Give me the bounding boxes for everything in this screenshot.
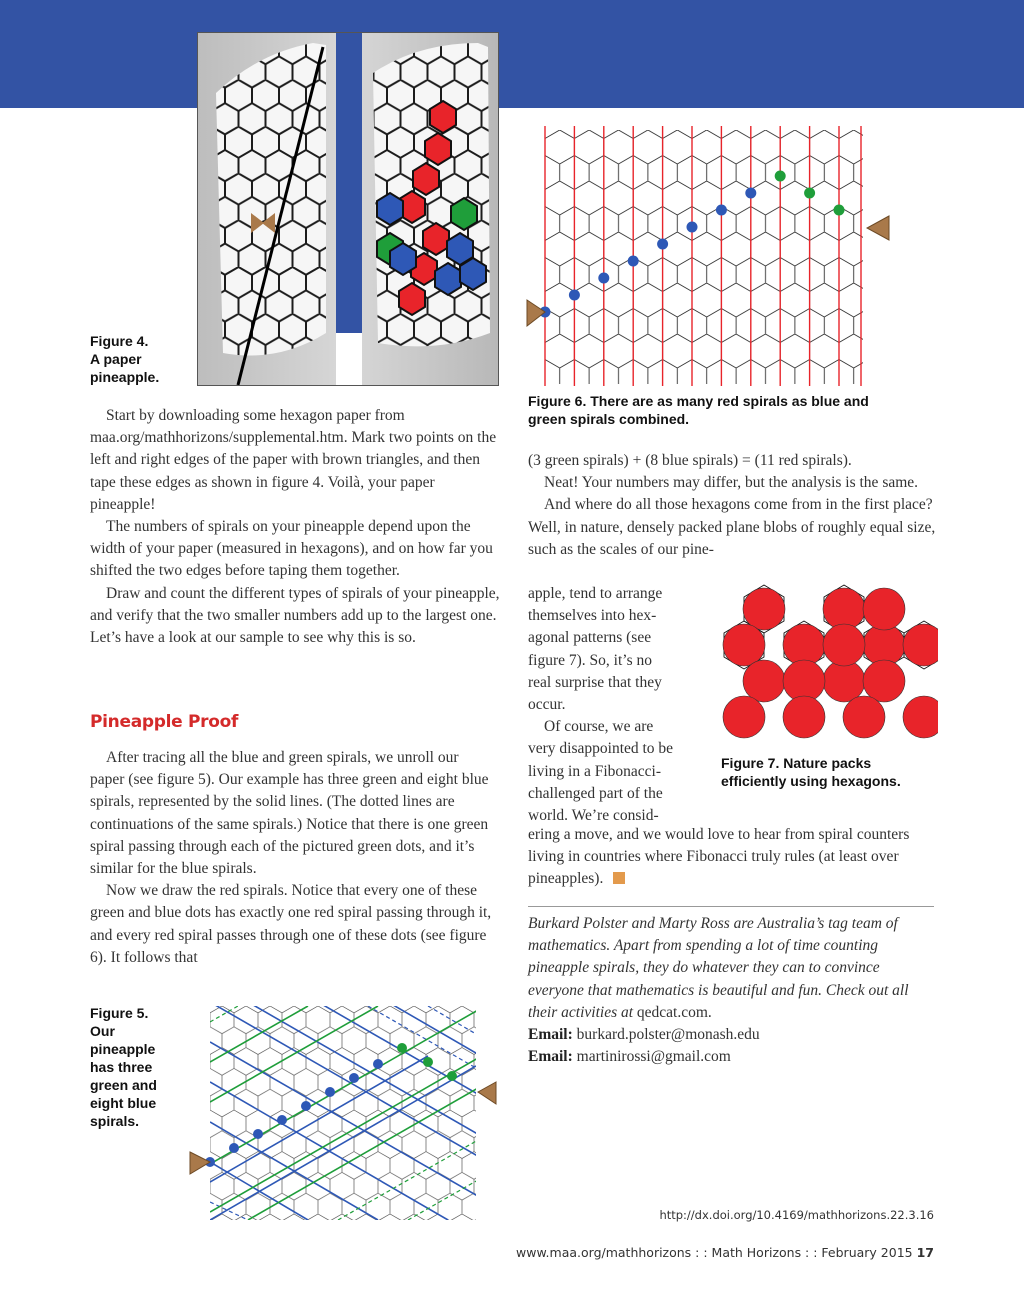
page-number: 17 [916,1245,934,1260]
right-column-top [528,450,938,561]
doi-link[interactable]: http://dx.doi.org/10.4169/mathhorizons.22.3.16 [659,1208,934,1222]
email-link-2[interactable]: martinirossi@gmail.com [576,1048,731,1066]
author-bio: Burkard Polster and Marty Ross are Australia’s tag team of mathematics. Apart from spending a lot of time counting pineapple spirals, they do whatever they can to convince everyone that mathematics is beautiful and fun. Check out all their activities at qedcat.com. Email: burkard.polster@monash.edu Email: martinirossi@gmail.com [528,915,909,1066]
paragraph: And where do all those hexagons come from in the first place? Well, in nature, densely packed plane blobs of roughly equal size, such as the scales of our pine- [528,496,936,558]
left-column-proof [90,747,494,969]
right-column-end [528,824,938,891]
end-mark-icon [613,872,625,884]
figure5-caption: Figure 5. Our pineapple has three green and eight blue spirals. [90,1005,157,1129]
paragraph: Now we draw the red spirals. Notice that every one of these green and blue dots has exactly one red spiral passing through it, and every red spiral passes through one of these dots (see figure 6). It follows that [90,882,492,966]
figure5-diagram [188,1002,498,1224]
figure6-caption: Figure 6. There are as many red spirals as blue and green spirals combined. [528,393,869,427]
right-column-wrap: apple, tend to arrange themselves into hex- agonal patterns (see figure 7). So, it’s no real surprise that they occur. Of course, we are very disappointed to be living in a Fibonacci- challenged part of the world. We’re consid- [528,585,674,825]
email-link-1[interactable]: burkard.polster@monash.edu [576,1026,760,1044]
paragraph: Start by downloading some hexagon paper from maa.org/mathhorizons/supplemental.htm. Mark two points on the left and right edges of the paper with brown triangles, and then tape these edges as shown in figure 4. Voilà, your paper pineapple! [90,407,497,513]
paragraph: Neat! Your numbers may differ, but the analysis is the same. [544,474,919,492]
figure7-caption: Figure 7. Nature packs efficiently using hexagons. [721,755,901,789]
figure7-diagram [718,583,938,748]
page-footer: www.maa.org/mathhorizons : : Math Horizons : : February 2015 17 [516,1245,934,1260]
section-heading: Pineapple Proof [90,712,239,732]
paragraph: ering a move, and we would love to hear from spiral counters living in countries where Fibonacci truly rules (at least over pineapples). [528,826,910,888]
paragraph: After tracing all the blue and green spirals, we unroll our paper (see figure 5). Our example has three green and eight blue spirals, represented by the solid lines. (The dotted lines are continuations of the same spirals.) Notice that there is one green spiral passing through each of the pictured green dots, and it’s similar for the blue spirals. [90,749,489,878]
paragraph: Draw and count the different types of spirals of your pineapple, and verify that the two smaller numbers add up to the largest one. Let’s have a look at our sample to see why this is so. [90,584,500,647]
website-link[interactable]: qedcat.com. [636,1003,712,1021]
header-band [0,0,1024,108]
paragraph: The numbers of spirals on your pineapple depend upon the width of your paper (measured in hexagons), and on how far you shifted the two edges before taping them together. [90,518,493,580]
equation: (3 green spirals) + (8 blue spirals) = (11 red spirals). [528,452,852,469]
divider [528,906,934,907]
figure6-diagram [525,122,895,388]
figure4-photo [197,32,499,386]
paper-pineapple-illustration [198,33,498,385]
figure4-caption: Figure 4. A paper pineapple. [90,333,160,385]
left-column-intro [90,405,500,649]
